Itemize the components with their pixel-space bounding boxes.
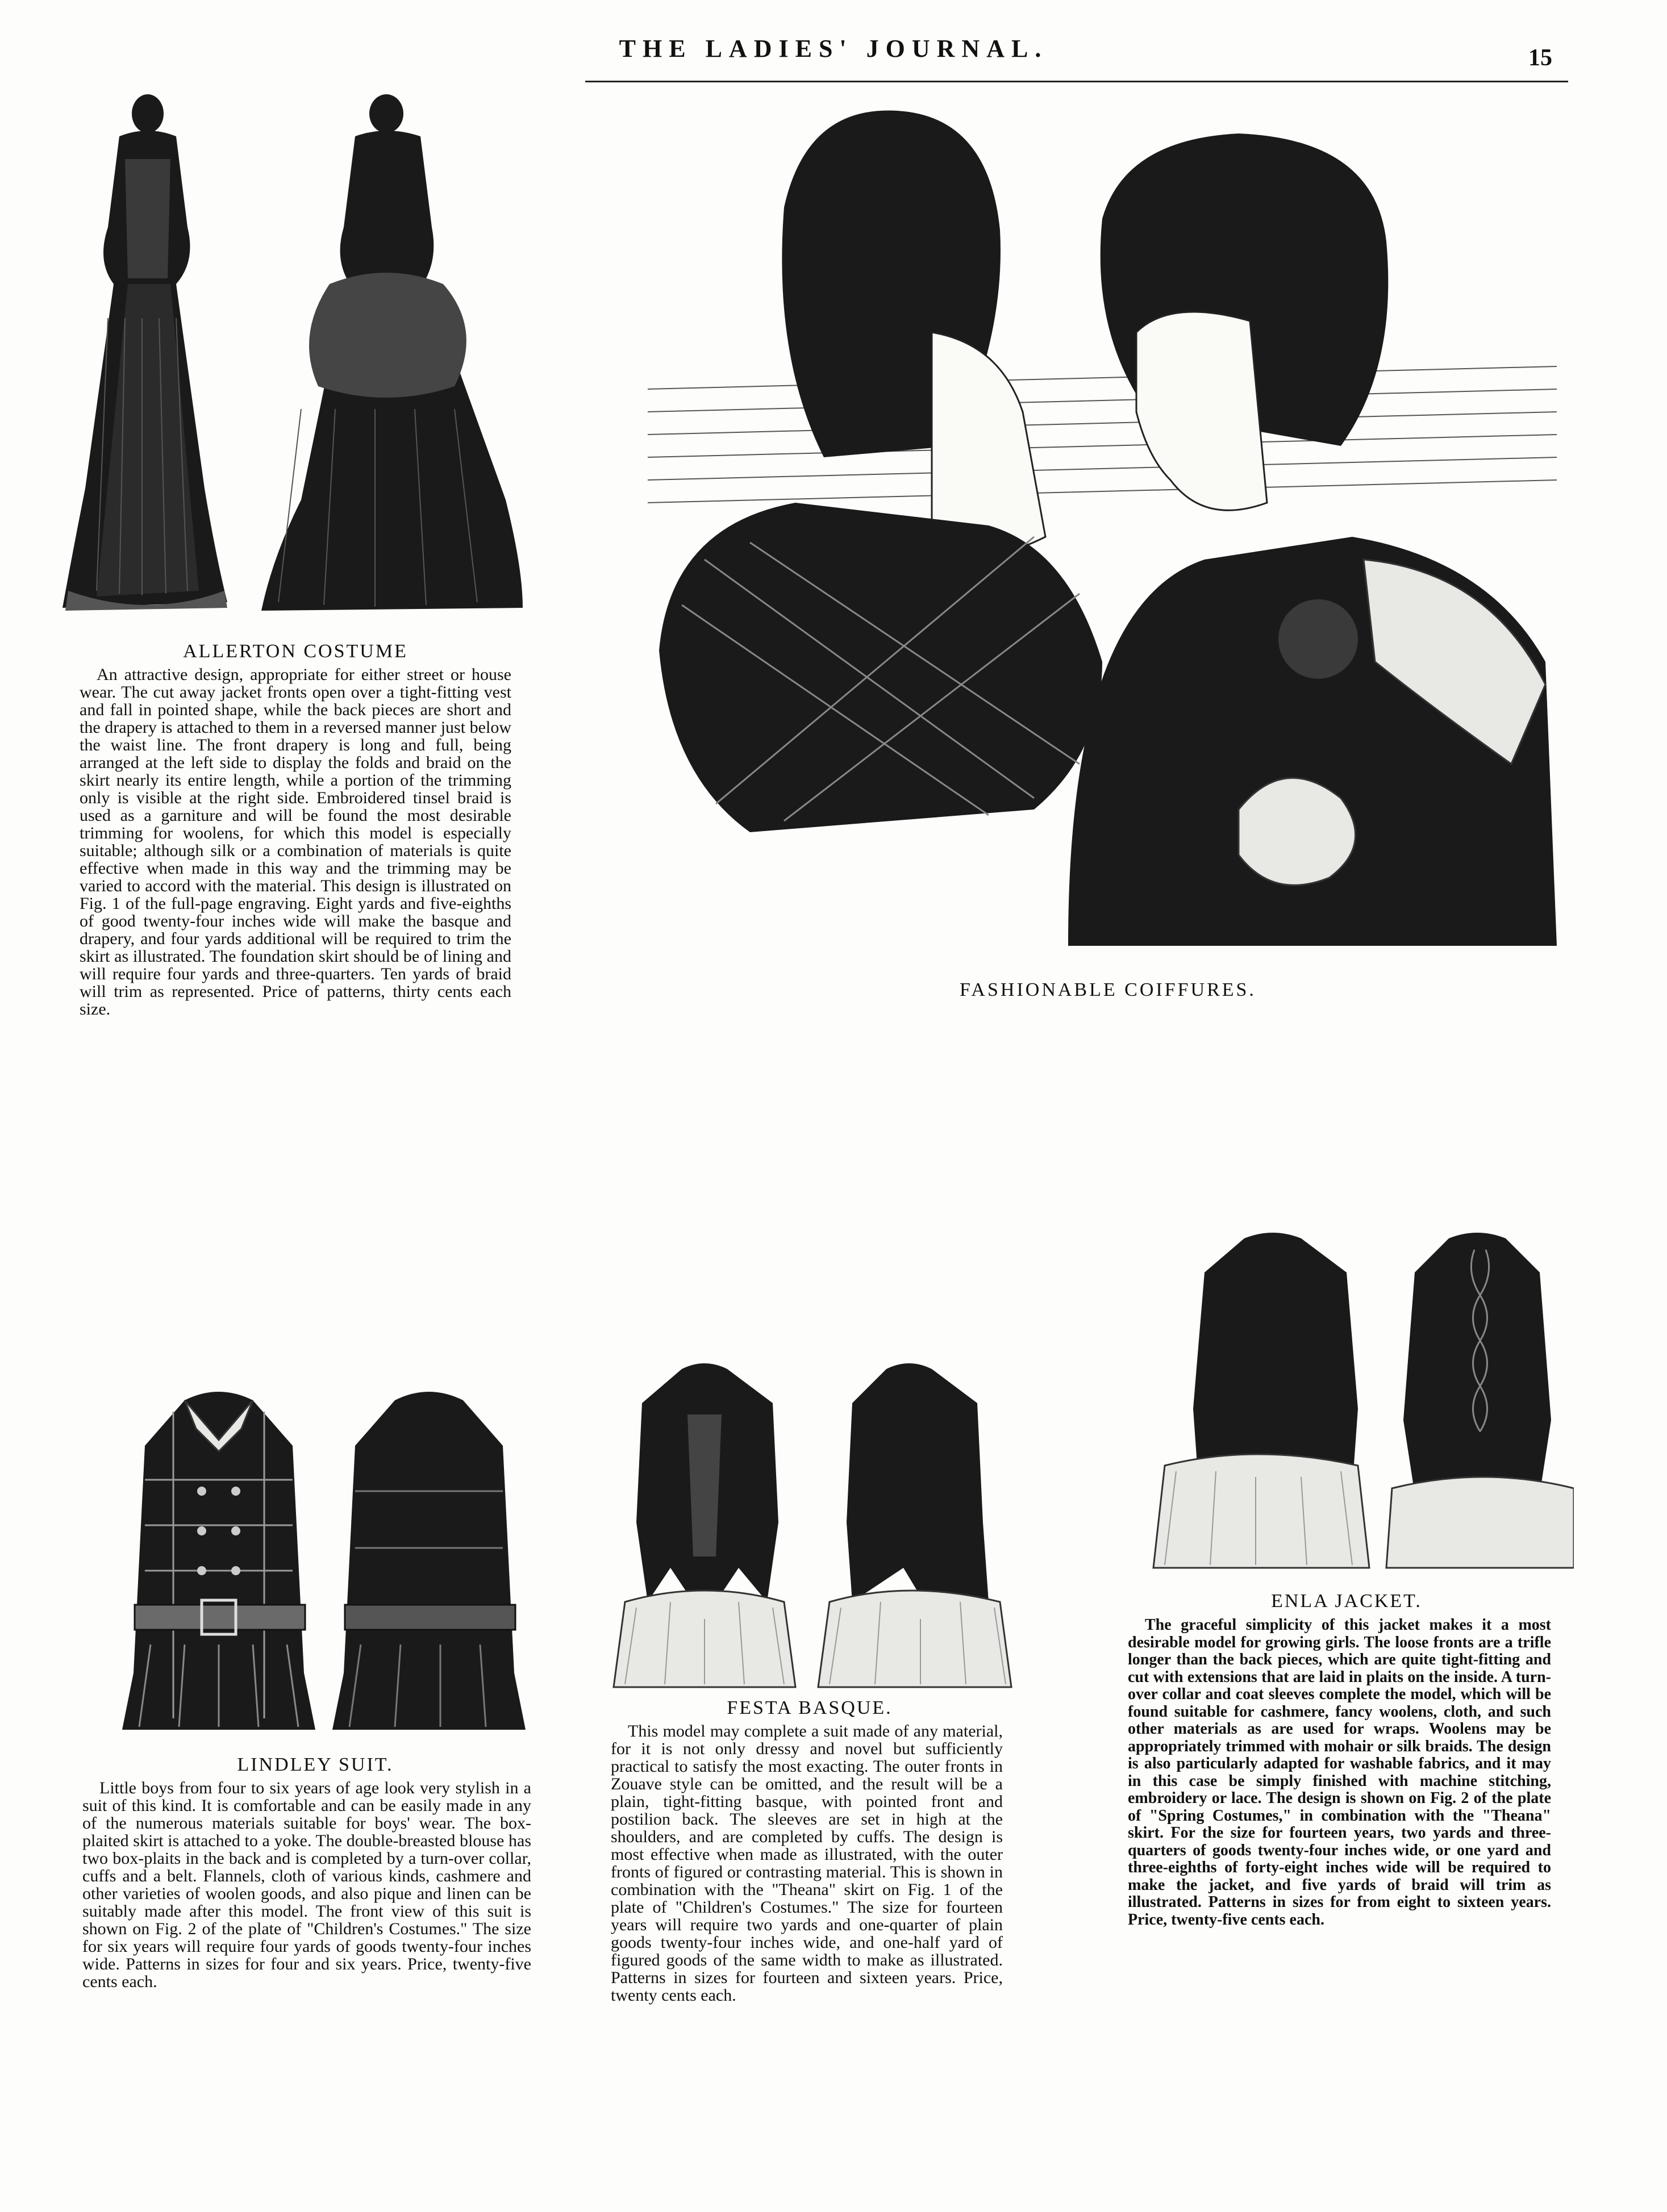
header-rule [585,81,1568,82]
lindley-suit-title: LINDLEY SUIT. [237,1754,394,1775]
page-number: 15 [1528,45,1552,71]
enla-jacket-engraving [1142,1227,1574,1579]
allerton-back-figure [261,94,523,611]
allerton-front-figure [62,94,227,611]
enla-jacket-title: ENLA JACKET. [1271,1591,1422,1612]
allerton-costume-engraving [34,91,557,636]
enla-back-figure [1386,1233,1574,1568]
lindley-suit-engraving [99,1378,554,1747]
masthead-title: THE LADIES' JOURNAL. [619,35,1048,62]
coiffures-title: FASHIONABLE COIFFURES. [960,979,1256,1000]
festa-basque-engraving [602,1352,1034,1693]
festa-back-figure [818,1363,1011,1687]
festa-basque-title: FESTA BASQUE. [727,1697,893,1718]
lindley-suit-text: Little boys from four to six years of age look very stylish in a suit of this kind. It is comfortable and can be easily made in any of the numerous materials suitable for boys' wear. The box-plaited skirt is attached to a yoke. The double-breasted blouse has two box-plaits in the back and is completed by a turn-over collar, cuffs and a belt. Flannels, cloth of various kinds, cashmere and other varieties of woolen goods, and also pique and linen can be suitably made after this model. The front view of this suit is shown on Fig. 2 of the plate of "Children's Costumes." The size for six years will require four yards of goods twenty-four inches wide. Patterns in sizes for four and six years. Price, twenty-five cents each. [82,1779,531,1991]
festa-front-figure [614,1363,795,1687]
festa-basque-text: This model may complete a suit made of any material, for it is not only dressy and novel but sufficiently practical to satisfy the most exacting. The outer fronts in Zouave style can be omitted, and the result will be a plain, tight-fitting basque, with pointed front and postilion back. The sleeves are set in high at the shoulders, and are completed by cuffs. The design is most effective when made as illustrated, with the outer fronts of figured or contrasting material. This is shown in combination with the "Theana" skirt on Fig. 1 of the plate of "Children's Costumes." The size for fourteen years will require two yards and one-quarter of plain goods twenty-four inches wide, and one-half yard of figured goods of the same width to make as illustrated. Patterns in sizes for fourteen and sixteen years. Price, twenty cents each. [611,1722,1003,2005]
enla-jacket-text: The graceful simplicity of this jacket makes it a most desirable model for growing girls. The loose fronts are a trifle longer than the back pieces, which are quite tight-fitting and cut with extensions that are laid in plaits on the inside. A turn-over collar and coat sleeves complete the model, which will be found suitable for cashmere, fancy woolens, cloth, and such other materials as are used for wraps. Woolens may be appropriately trimmed with mohair or silk braids. The design is also particularly adapted for washable fabrics, and it may in this case be simply finished with machine stitching, embroidery or lace. The design is shown on Fig. 2 of the plate of "Spring Costumes," in combination with the "Theana" skirt. For the size for fourteen years, two yards and three-quarters of goods twenty-four inches wide, or one yard and three-eighths of forty-eight inches wide will be required to make the jacket, and five yards of braid will trim as illustrated. Patterns in sizes for from eight to sixteen years. Price, twenty-five cents each. [1128,1617,1551,1929]
lindley-front-figure [122,1392,315,1730]
allerton-costume-text: An attractive design, appropriate for either street or house wear. The cut away jacket fronts open over a tight-fitting vest and fall in pointed shape, while the back pieces are short and the drapery is attached to them in a reversed manner just below the waist line. The front drapery is long and full, being arranged at the left side to display the folds and braid on the skirt nearly its entire length, while a portion of the trimming only is visible at the right side. Embroidered tinsel braid is used as a garniture and will be found the most desirable trimming for woolens, for which this model is especially suitable; although silk or a combination of materials is quite effective when made in this way and the trimming may be varied to accord with the material. This design is illustrated on Fig. 1 of the full-page engraving. Eight yards and five-eighths of good twenty-four inches wide will make the basque and drapery, and four yards additional will be required to trim the skirt as illustrated. The foundation skirt should be of lining and will require four yards and three-quarters. Ten yards of braid will trim as represented. Price of patterns, thirty cents each size. [80,666,511,1019]
coiffure-right-figure [1068,133,1557,946]
coiffure-left-figure [659,110,1102,832]
lindley-back-figure [332,1392,526,1730]
coiffures-engraving [636,94,1568,957]
allerton-costume-title: ALLERTON COSTUME [183,641,408,662]
enla-front-figure [1153,1233,1369,1568]
